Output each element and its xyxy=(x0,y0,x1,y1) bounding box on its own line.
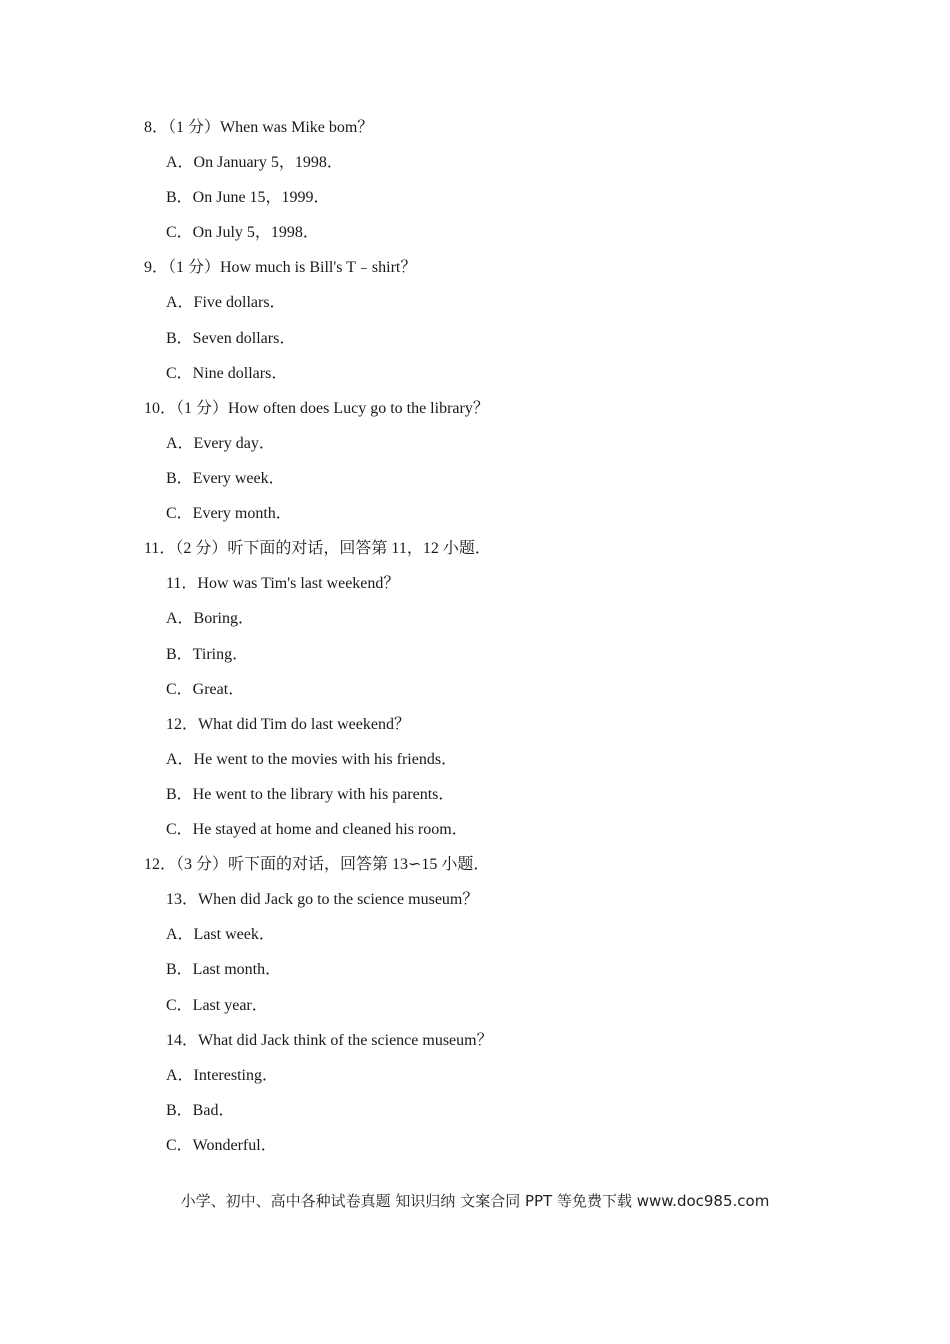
footer-banner: 小学、初中、高中各种试卷真题 知识归纳 文案合同 PPT 等免费下载 www.doc985.com xyxy=(180,1192,770,1210)
option-12c: C．He stayed at home and cleaned his room． xyxy=(166,821,468,838)
option-13a: A．Last week． xyxy=(166,926,275,943)
question-10: 10．（1 分）How often does Lucy go to the library？ xyxy=(144,400,489,417)
subquestion-14: 14．What did Jack think of the science museum？ xyxy=(166,1032,493,1049)
option-12b: B．He went to the library with his parents． xyxy=(166,786,455,803)
question-8: 8．（1 分）When was Mike bom？ xyxy=(144,119,374,136)
question-9: 9．（1 分）How much is Bill's T﹣shirt？ xyxy=(144,259,417,276)
option-11a: A．Boring． xyxy=(166,610,255,627)
option-10b: B．Every week． xyxy=(166,470,285,487)
option-10c: C．Every month． xyxy=(166,505,292,522)
subquestion-13: 13．When did Jack go to the science museum？ xyxy=(166,891,479,908)
option-12a: A．He went to the movies with his friends． xyxy=(166,751,458,768)
option-9c: C．Nine dollars． xyxy=(166,365,288,382)
option-9a: A．Five dollars． xyxy=(166,294,286,311)
question-11: 11．（2 分）听下面的对话，回答第 11，12 小题． xyxy=(144,540,491,557)
option-13c: C．Last year． xyxy=(166,997,268,1014)
option-14c: C．Wonderful． xyxy=(166,1137,277,1154)
subquestion-12: 12．What did Tim do last weekend？ xyxy=(166,716,410,733)
option-8b: B．On June 15，1999． xyxy=(166,189,330,206)
option-14a: A．Interesting． xyxy=(166,1067,278,1084)
question-12: 12．（3 分）听下面的对话，回答第 13∽15 小题． xyxy=(144,856,490,873)
option-13b: B．Last month． xyxy=(166,961,282,978)
option-14b: B．Bad． xyxy=(166,1102,235,1119)
option-9b: B．Seven dollars． xyxy=(166,330,296,347)
option-11b: B．Tiring． xyxy=(166,646,249,663)
option-8a: A．On January 5，1998． xyxy=(166,154,343,171)
option-10a: A．Every day． xyxy=(166,435,275,452)
option-11c: C．Great． xyxy=(166,681,245,698)
option-8c: C．On July 5，1998． xyxy=(166,224,319,241)
subquestion-11: 11．How was Tim's last weekend？ xyxy=(166,575,400,592)
